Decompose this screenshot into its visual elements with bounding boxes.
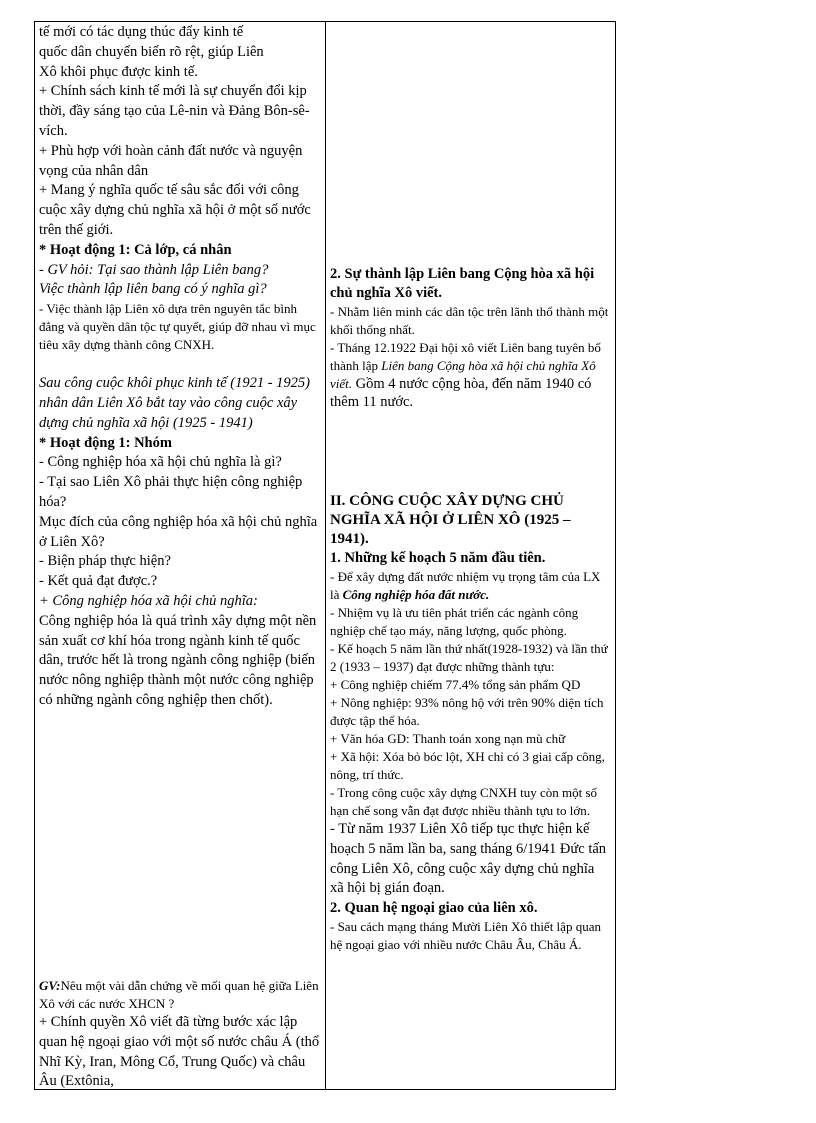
activities-column: [35, 22, 326, 1089]
content-text: + Xã hội: Xóa bỏ bóc lột, XH chỉ có 3 giai cấp công, nông, trí thức.: [330, 749, 605, 782]
gv-text: Nêu một vài dẫn chứng về mối quan hệ giữa Liên Xô với các nước XHCN ?: [39, 978, 319, 1011]
part-title: II. CÔNG CUỘC XÂY DỰNG CHỦ NGHĨA XÃ HỘI Ở LIÊN XÔ (1925 – 1941).: [330, 493, 571, 547]
content-text: - Sau cách mạng tháng Mười Liên Xô thiết lập quan hệ ngoại giao với nhiều nước Châu Âu, Châu Á.: [330, 919, 601, 953]
content-column: [326, 22, 615, 1089]
group-question: - Kết quả đạt được.?: [39, 573, 158, 590]
content-text: - Từ năm 1937 Liên Xô tiếp tục thực hiện kế hoạch 5 năm lần ba, sang tháng 6/1941 Đức tấn công Liên Xô, công cuộc xây dựng chủ nghĩa xã hội bị gián đoạn.: [330, 821, 607, 897]
content-text: + Văn hóa GD: Thanh toán xong nạn mù chữ: [330, 731, 566, 746]
content-text: - Tháng 12.1922 Đại hội xô viết Liên bang tuyên bố thành lập Liên bang Cộng hòa xã hội chủ nghĩa Xô viết. Gồm 4 nước cộng hòa, đến năm 1940 có thêm 11 nước.: [330, 340, 601, 410]
group-question: - Biện pháp thực hiện?: [39, 553, 171, 570]
answer-text: - Việc thành lập Liên xô dựa trên nguyên tắc bình đẳng và quyền dân tộc tự quyết, giúp đỡ nhau vì mục tiêu xây dựng thành công CNXH.: [39, 301, 316, 353]
definition-text: Công nghiệp hóa là quá trình xây dựng một nền sản xuất cơ khí hóa trong ngành kinh tế quốc dân, trước hết là trong ngành công nghiệp (biến nước nông nghiệp thành một nước công nghiệp có những ngành công nghiệp then chốt).: [39, 612, 317, 708]
gv-label: GV:: [39, 978, 61, 993]
transition-text: Sau công cuộc khôi phục kinh tế (1921 - 1925) nhân dân Liên Xô bắt tay vào công cuộc xây dựng chủ nghĩa xã hội (1925 - 1941): [39, 375, 310, 431]
teacher-question: Việc thành lập liên bang có ý nghĩa gì?: [39, 281, 267, 298]
intro-line: Xô khôi phục được kinh tế.: [39, 63, 198, 80]
diplomacy-text: + Chính quyền Xô viết đã từng bước xác lập quan hệ ngoại giao với một số nước châu Á (thổ Nhĩ Kỳ, Iran, Mông Cổ, Trung Quốc) và châu Âu (Extônia,: [39, 1014, 320, 1089]
activity-title: * Hoạt động 1: Nhóm: [39, 434, 172, 451]
group-question: - Tại sao Liên Xô phải thực hiện công nghiệp hóa?: [39, 474, 303, 510]
content-text: - Trong công cuộc xây dựng CNXH tuy còn một số hạn chế song vẫn đạt được nhiều thành tựu to lớn.: [330, 785, 598, 818]
content-text: - Nhằm liên minh các dân tộc trên lãnh thổ thành một khối thống nhất.: [330, 304, 609, 337]
teacher-question: - GV hỏi: Tại sao thành lập Liên bang?: [39, 261, 269, 278]
intro-line: tế mới có tác dụng thúc đẩy kinh tế: [39, 24, 244, 40]
subsection-title: 2. Quan hệ ngoại giao của liên xô.: [330, 900, 538, 917]
significance-point: + Chính sách kinh tế mới là sự chuyển đổi kịp thời, đầy sáng tạo của Lê-nin và Đảng Bôn-sê-vích.: [39, 83, 310, 139]
group-question: - Công nghiệp hóa xã hội chủ nghĩa là gì?: [39, 454, 282, 471]
content-text: + Nông nghiệp: 93% nông hộ với trên 90% diện tích được tập thể hóa.: [330, 695, 604, 728]
definition-title: + Công nghiệp hóa xã hội chủ nghĩa:: [39, 592, 258, 609]
intro-line: quốc dân chuyển biến rõ rệt, giúp Liên: [39, 43, 264, 60]
lesson-table: [34, 21, 616, 1090]
gv-prompt: [39, 977, 321, 1013]
group-question: Mục đích của công nghiệp hóa xã hội chủ nghĩa ở Liên Xô?: [39, 513, 318, 550]
content-text: + Công nghiệp chiếm 77.4% tổng sản phẩm QD: [330, 677, 581, 692]
significance-point: + Phù hợp với hoàn cảnh đất nước và nguyện vọng của nhân dân: [39, 142, 303, 179]
content-text: - Kế hoạch 5 năm lần thứ nhất(1928-1932) và lần thứ 2 (1933 – 1937) đạt được những thành tựu:: [330, 641, 608, 674]
activity-title: * Hoạt động 1: Cả lớp, cá nhân: [39, 241, 232, 258]
section-title: 2. Sự thành lập Liên bang Cộng hòa xã hội chủ nghĩa Xô viết.: [330, 266, 595, 301]
significance-point: + Mang ý nghĩa quốc tế sâu sắc đối với công cuộc xây dựng chủ nghĩa xã hội ở một số nước trên thế giới.: [39, 182, 311, 238]
content-text: - Để xây dựng đất nước nhiệm vụ trọng tâm của LX là Công nghiệp hóa đất nước.: [330, 569, 601, 602]
subsection-title: 1. Những kế hoạch 5 năm đầu tiên.: [330, 550, 546, 566]
content-text: - Nhiệm vụ là ưu tiên phát triển các ngành công nghiệp chế tạo máy, năng lượng, quốc phòng.: [330, 605, 579, 638]
